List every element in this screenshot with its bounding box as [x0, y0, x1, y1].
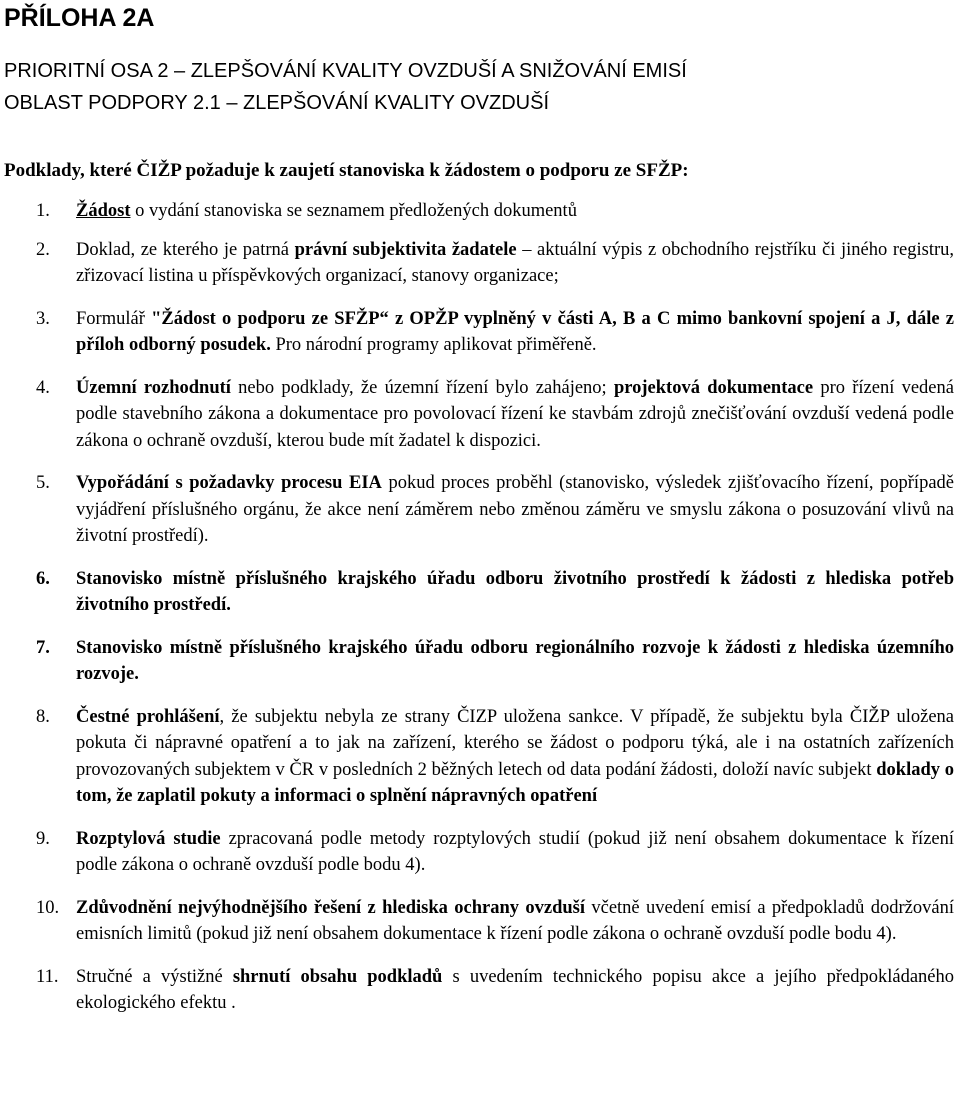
- item-11-text-a: Stručné a výstižné: [76, 966, 233, 987]
- priority-axis-heading: PRIORITNÍ OSA 2 – ZLEPŠOVÁNÍ KVALITY OVZDUŠÍ A SNIŽOVÁNÍ EMISÍ: [4, 60, 687, 82]
- list-item-1: [36, 198, 954, 225]
- list-item-3: [36, 306, 954, 359]
- item-number: 11.: [36, 966, 59, 987]
- item-number: 6.: [36, 568, 50, 589]
- item-9-text: zpracovaná podle metody rozptylových studií (pokud již není obsahem dokumentace k řízení podle zákona o ochraně ovzduší podle bodu 4).: [76, 828, 955, 875]
- item-7-bold: Stanovisko místně příslušného krajského úřadu odboru regionálního rozvoje k žádosti z hlediska územního rozvoje.: [76, 637, 954, 684]
- list-item-7: [36, 635, 954, 688]
- item-10-bold: Zdůvodnění nejvýhodnějšího řešení z hlediska ochrany ovzduší: [76, 897, 585, 918]
- list-item-10: [36, 895, 954, 948]
- list-item-8: [36, 704, 954, 810]
- item-4-text-b: nebo podklady, že územní řízení bylo zahájeno;: [230, 377, 614, 398]
- item-5-bold: Vypořádání s požadavky procesu EIA: [76, 473, 382, 493]
- list-item-2: [36, 237, 954, 290]
- item-number: 5.: [36, 473, 50, 493]
- item-number: 3.: [36, 308, 50, 329]
- list-item-9: [36, 826, 954, 879]
- list-item-11: [36, 964, 954, 1017]
- item-8-text-b: , že subjektu nebyla ze strany ČIZP uložena sankce. V případě, že subjektu byla ČIŽP uložena pokuta či nápravné opatření a to jak na zařízení, kterého se žádost o podporu týká, ale i na ostatních zařízeních provozovaných subjektem v ČR v posledních 2 běžných letech od data podání žádosti, doloží navíc subjekt: [76, 706, 954, 780]
- item-2-text-c: – aktuální výpis z obchodního rejstříku či jiného registru, zřizovací listina u příspěvkových organizací, stanovy organizace;: [76, 239, 954, 286]
- item-4-text-d: pro řízení vedená podle stavebního zákona a dokumentace pro povolovací řízení ke stavbám zdrojů znečišťování ovzduší vedená podle zákona o ochraně ovzduší, kterou bude mít žadatel k dispozici.: [76, 377, 954, 451]
- item-number: 2.: [36, 239, 50, 260]
- item-2-bold: právní subjektivita žadatele: [294, 239, 517, 260]
- item-1-bold: Žádost: [76, 201, 131, 221]
- list-item-5: [36, 470, 954, 550]
- item-11-text-c: s uvedením technického popisu akce a jejího předpokládaného ekologického efektu .: [76, 966, 954, 1013]
- item-8-bold-c: doklady o tom, že zaplatil pokuty a informaci o splnění nápravných opatření: [76, 759, 954, 806]
- item-4-bold-a: Územní rozhodnutí: [76, 377, 231, 398]
- item-number: 8.: [36, 706, 50, 727]
- item-1-text: o vydání stanoviska se seznamem předložených dokumentů: [130, 201, 577, 221]
- requirements-list: [36, 198, 954, 1017]
- item-5-text: pokud proces proběhl (stanovisko, výsledek zjišťovacího řízení, popřípadě vyjádření příslušného orgánu, že akce není záměrem nebo změnou záměru ve smyslu zákona o posuzování vlivů na životní prostředí).: [76, 473, 954, 546]
- item-3-bold: "Žádost o podporu ze SFŽP“ z OPŽP vyplněný v části A, B a C mimo bankovní spojení a J, dále z příloh odborný posudek.: [76, 308, 954, 355]
- item-number: 7.: [36, 637, 50, 658]
- item-10-text: včetně uvedení emisí a předpokladů dodržování emisních limitů (pokud již není obsahem dokumentace k řízení podle zákona o ochraně ovzduší podle bodu 4).: [76, 897, 954, 944]
- item-number: 9.: [36, 828, 50, 849]
- item-2-text-a: Doklad, ze kterého je patrná: [76, 239, 295, 260]
- list-item-6: [36, 566, 954, 619]
- item-8-bold-a: Čestné prohlášení: [76, 706, 220, 727]
- item-3-text-c: Pro národní programy aplikovat přiměřeně.: [270, 335, 597, 355]
- page-title: PŘÍLOHA 2A: [4, 4, 155, 32]
- item-9-bold: Rozptylová studie: [76, 828, 221, 849]
- item-4-bold-c: projektová dokumentace: [613, 377, 814, 398]
- item-number: 10.: [36, 897, 60, 918]
- intro-text: Podklady, které ČIŽP požaduje k zaujetí stanoviska k žádostem o podporu ze SFŽP:: [4, 160, 689, 181]
- item-3-text-a: Formulář: [76, 308, 152, 329]
- item-number: 1.: [36, 201, 50, 221]
- list-item-4: [36, 375, 954, 455]
- item-6-bold: Stanovisko místně příslušného krajského úřadu odboru životního prostředí k žádosti z hlediska potřeb životního prostředí.: [76, 568, 954, 615]
- support-area-heading: OBLAST PODPORY 2.1 – ZLEPŠOVÁNÍ KVALITY OVZDUŠÍ: [4, 92, 550, 114]
- item-11-bold: shrnutí obsahu podkladů: [232, 966, 443, 987]
- item-number: 4.: [36, 377, 50, 398]
